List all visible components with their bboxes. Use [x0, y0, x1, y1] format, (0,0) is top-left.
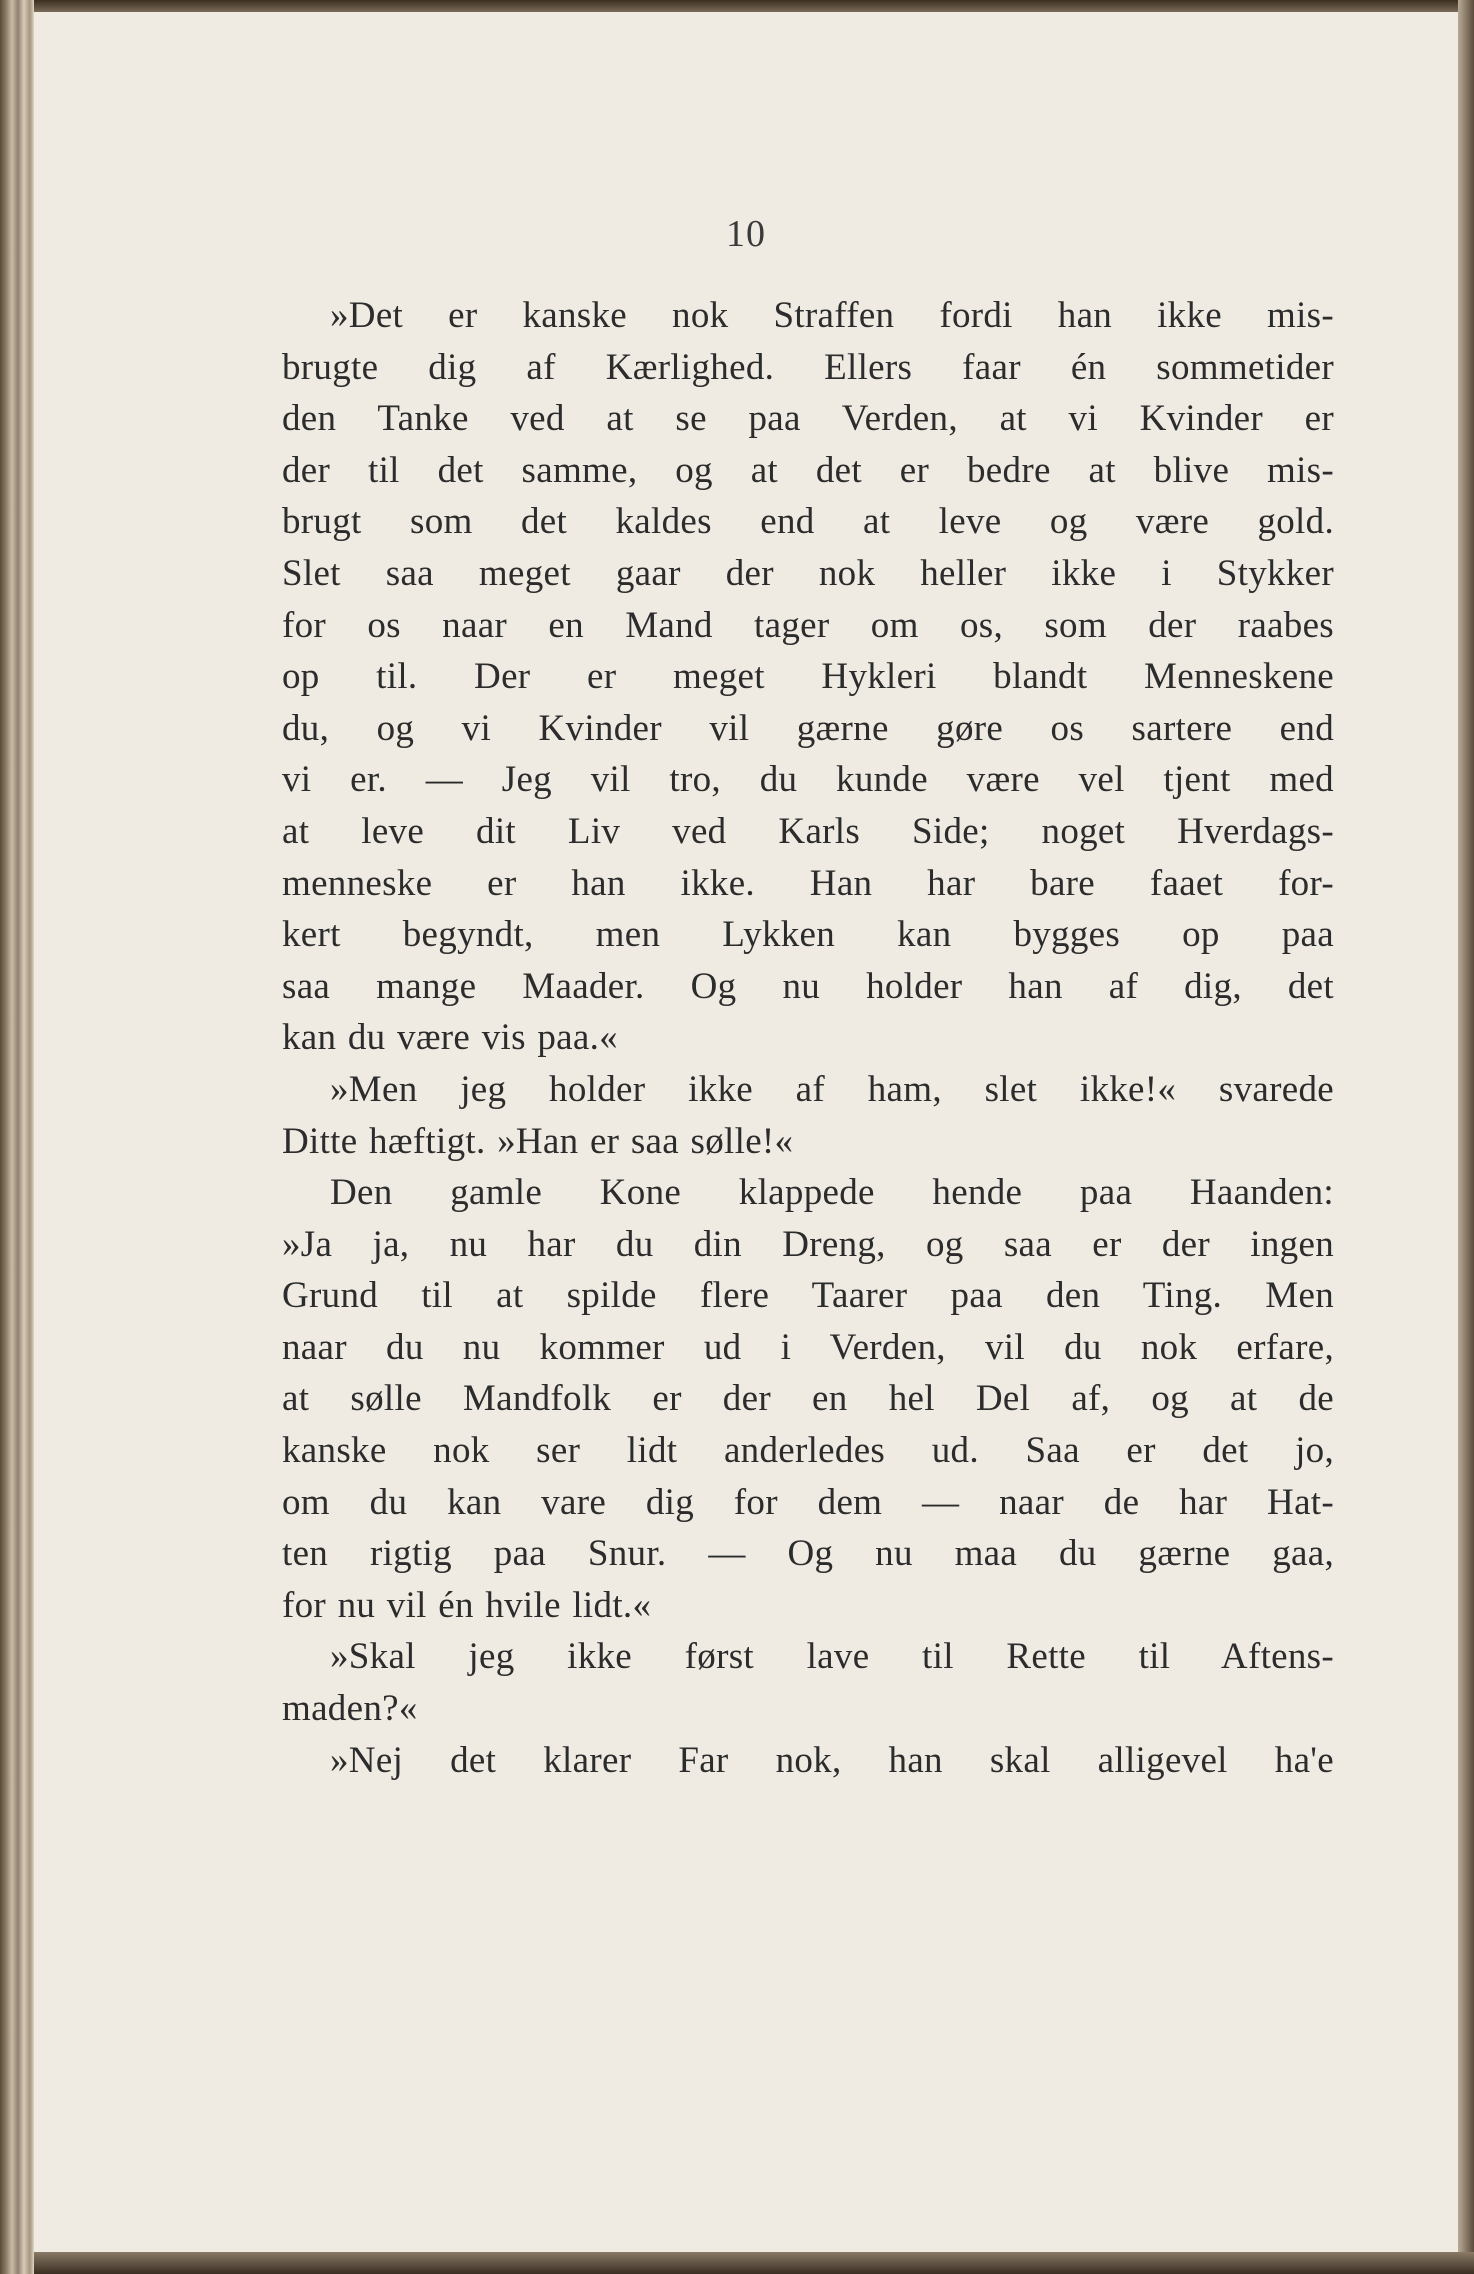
text-line: Grund til at spilde flere Taarer paa den Ting. Men: [282, 1275, 1334, 1317]
text-line: ten rigtig paa Snur. — Og nu maa du gærne gaa,: [282, 1533, 1334, 1575]
text-line: at leve dit Liv ved Karls Side; noget Hverdags-: [282, 810, 1334, 852]
text-line: Slet saa meget gaar der nok heller ikke i Stykker: [282, 552, 1334, 594]
text-line: der til det samme, og at det er bedre at blive mis-: [282, 449, 1334, 491]
text-line: »Skal jeg ikke først lave til Rette til Aftens-: [330, 1636, 1334, 1678]
text-line: den Tanke ved at se paa Verden, at vi Kvinder er: [282, 398, 1334, 440]
text-line: »Men jeg holder ikke af ham, slet ikke!« svarede: [330, 1068, 1334, 1110]
text-line: brugt som det kaldes end at leve og være gold.: [282, 501, 1334, 543]
text-line: for os naar en Mand tager om os, som der raabes: [282, 604, 1334, 646]
book-bottom-edge: [0, 2252, 1474, 2274]
text-line: »Nej det klarer Far nok, han skal alligevel ha'e: [330, 1739, 1334, 1781]
book-top-edge: [0, 0, 1474, 12]
text-line: vi er. — Jeg vil tro, du kunde være vel tjent med: [282, 759, 1334, 801]
text-line: naar du nu kommer ud i Verden, vil du nok erfare,: [282, 1326, 1334, 1368]
text-line: saa mange Maader. Og nu holder han af dig, det: [282, 965, 1334, 1007]
text-line: brugte dig af Kærlighed. Ellers faar én sommetider: [282, 346, 1334, 388]
text-line: at sølle Mandfolk er der en hel Del af, og at de: [282, 1378, 1334, 1420]
text-line: om du kan vare dig for dem — naar de har Hat-: [282, 1481, 1334, 1523]
text-line: Den gamle Kone klappede hende paa Haanden:: [330, 1172, 1334, 1214]
text-line: kert begyndt, men Lykken kan bygges op paa: [282, 914, 1334, 956]
text-line: op til. Der er meget Hykleri blandt Menneskene: [282, 656, 1334, 698]
book-right-edge: [1458, 0, 1474, 2274]
book-binding-edge: [0, 0, 34, 2274]
text-line: menneske er han ikke. Han har bare faaet for-: [282, 862, 1334, 904]
text-line: maden?«: [282, 1688, 418, 1730]
text-line: kan du være vis paa.«: [282, 1017, 618, 1059]
page-text-body: [282, 290, 1334, 1786]
text-line: »Ja ja, nu har du din Dreng, og saa er der ingen: [282, 1223, 1334, 1265]
page-number: 10: [726, 213, 766, 255]
text-line: for nu vil én hvile lidt.«: [282, 1584, 652, 1626]
text-line: »Det er kanske nok Straffen fordi han ikke mis-: [330, 295, 1334, 336]
text-line: du, og vi Kvinder vil gærne gøre os sartere end: [282, 707, 1334, 749]
text-line: Ditte hæftigt. »Han er saa sølle!«: [282, 1120, 794, 1162]
book-page: [34, 12, 1458, 2252]
text-line: kanske nok ser lidt anderledes ud. Saa er det jo,: [282, 1430, 1334, 1472]
